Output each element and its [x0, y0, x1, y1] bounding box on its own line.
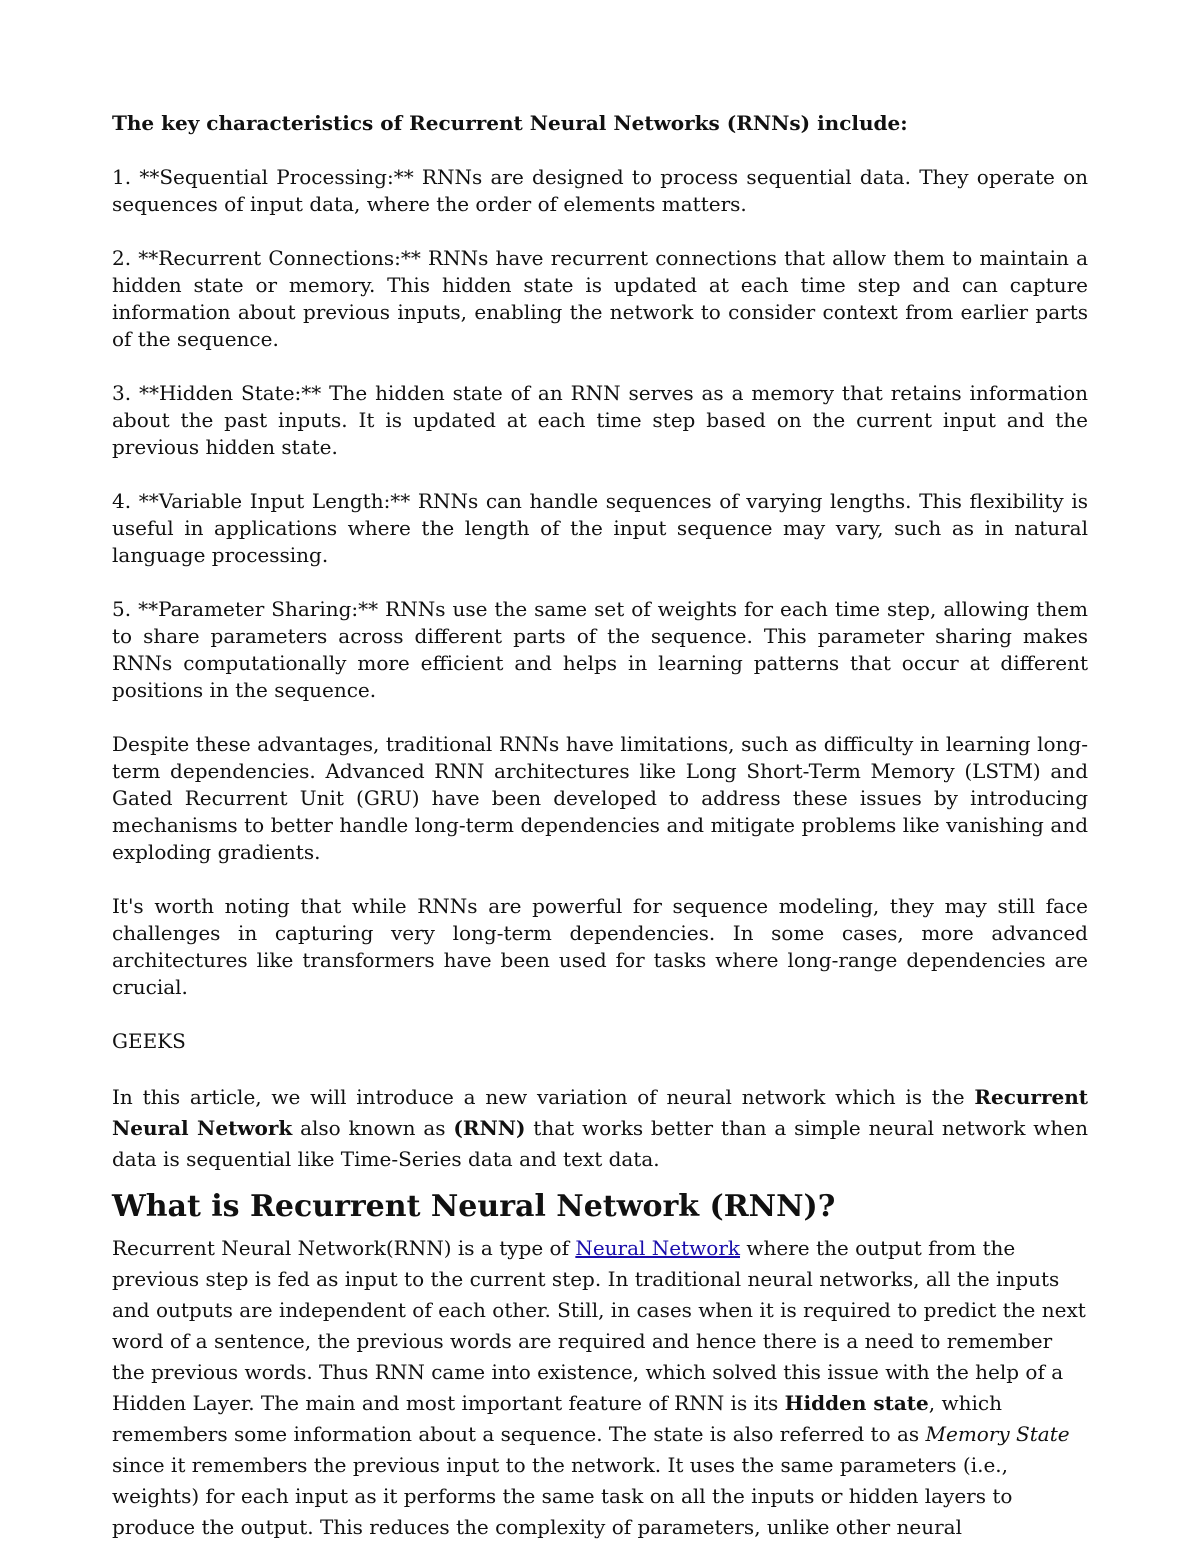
article-intro-text: In this article, we will introduce a new variation of neural network which is the	[112, 1085, 975, 1109]
section-heading: What is Recurrent Neural Network (RNN)?	[112, 1189, 836, 1224]
section-text: since it remembers the previous input to the network. It uses the same parameters (i.e., weights) for each input as it performs the same task on all the inputs or hidden layers to produce the output. This reduces the complexity of parameters, unlike other neural	[112, 1453, 1013, 1539]
section-paragraph	[112, 1233, 1088, 1543]
article-intro-paragraph	[112, 1082, 1088, 1175]
bold-term-acronym: (RNN)	[453, 1116, 526, 1140]
article-intro-text: also known as	[292, 1116, 454, 1140]
article-intro-text: that works better than a simple neural network when data is sequential like Time-Series data and text data.	[112, 1116, 1088, 1171]
characteristic-1: 1. **Sequential Processing:** RNNs are designed to process sequential data. They operate on sequences of input data, where the order of elements matters.	[112, 165, 1088, 216]
note-paragraph: It's worth noting that while RNNs are powerful for sequence modeling, they may still face challenges in capturing very long-term dependencies. In some cases, more advanced architectures like transformers have been used for tasks where long-range dependencies are crucial.	[112, 894, 1088, 999]
section-text: where the output from the previous step is fed as input to the current step. In traditional neural networks, all the inputs and outputs are independent of each other. Still, in cases when it is required to predict the next word of a sentence, the previous words are required and hence there is a need to remember the previous words. Thus RNN came into existence, which solved this issue with the help of a Hidden Layer. The main and most important feature of RNN is its	[112, 1236, 1086, 1415]
characteristic-5: 5. **Parameter Sharing:** RNNs use the same set of weights for each time step, allowing them to share parameters across different parts of the sequence. This parameter sharing makes RNNs computationally more efficient and helps in learning patterns that occur at different positions in the sequence.	[112, 597, 1088, 702]
neural-network-link[interactable]: Neural Network	[575, 1236, 741, 1260]
characteristic-4: 4. **Variable Input Length:** RNNs can handle sequences of varying lengths. This flexibility is useful in applications where the length of the input sequence may vary, such as in natural language processing.	[112, 489, 1088, 567]
limitations-paragraph: Despite these advantages, traditional RNNs have limitations, such as difficulty in learning long-term dependencies. Advanced RNN architectures like Long Short-Term Memory (LSTM) and Gated Recurrent Unit (GRU) have been developed to address these issues by introducing mechanisms to better handle long-term dependencies and mitigate problems like vanishing and exploding gradients.	[112, 732, 1088, 864]
section-text: , which remembers some information about a sequence. The state is also referred to as	[112, 1391, 1002, 1446]
source-label: GEEKS	[112, 1029, 186, 1053]
bold-term-hidden-state: Hidden state	[784, 1391, 929, 1415]
characteristic-2: 2. **Recurrent Connections:** RNNs have recurrent connections that allow them to maintain a hidden state or memory. This hidden state is updated at each time step and can capture information about previous inputs, enabling the network to consider context from earlier parts of the sequence.	[112, 246, 1088, 351]
bold-term-rnn: Recurrent Neural Network	[112, 1085, 1088, 1140]
characteristic-3: 3. **Hidden State:** The hidden state of an RNN serves as a memory that retains information about the past inputs. It is updated at each time step based on the current input and the previous hidden state.	[112, 381, 1088, 459]
intro-title: The key characteristics of Recurrent Neural Networks (RNNs) include:	[112, 111, 908, 135]
document-page	[112, 110, 1088, 1543]
italic-term-memory-state: Memory State	[925, 1422, 1070, 1446]
section-text: Recurrent Neural Network(RNN) is a type of	[112, 1236, 576, 1260]
